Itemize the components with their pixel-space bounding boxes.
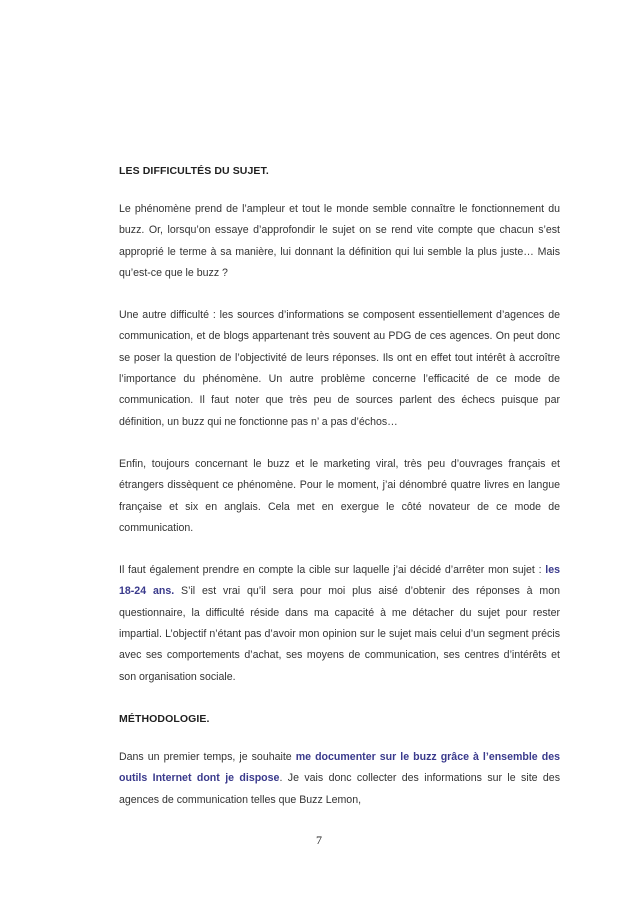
paragraph-1: Le phénomène prend de l’ampleur et tout le monde semble connaître le fonctionnement du buzz. Or, lorsqu’on essaye d’approfondir le sujet on se rend vite compte que chacun s’est approprié le terme à sa manière, lui donnant la définition qui lui semble la plus juste… Mais qu’est-ce que le buzz ? [119, 203, 560, 279]
paragraph-4-text-end: S’il est vrai qu’il sera pour moi plus aisé d’obtenir des réponses à mon questionnaire, la difficulté réside dans ma capacité à me détacher du sujet pour rester impartial. L’objectif n’étant pas d’avoir mon opinion sur le sujet mais celui d’un segment précis avec ses comportements d’achat, ses moyens de communication, ses centres d’intérêts et son organisation sociale. [119, 585, 560, 683]
paragraph-4 [119, 560, 560, 688]
page-number: 7 [316, 833, 322, 847]
document-body [119, 161, 560, 811]
paragraph-5-text-end: . Je vais donc collecter des informations sur le site des agences de communication telles que Buzz Lemon, [119, 772, 560, 806]
section-heading-difficultes: LES DIFFICULTÉS DU SUJET. [119, 165, 269, 177]
paragraph-5-text-start: Dans un premier temps, je souhaite [119, 750, 296, 763]
target-audience-highlight: les 18-24 ans. [119, 564, 560, 598]
paragraph-2: Une autre difficulté : les sources d’informations se composent essentiellement d’agences de communication, et de blogs appartenant très souvent au PDG de ces agences. On peut donc se poser la question de l’objectivité de leurs réponses. Ils ont en effet tout intérêt à accroître l’importance du phénomène. Un autre problème concerne l’efficacité de ce mode de communication. Il faut noter que très peu de sources parlent des échecs puisque par définition, un buzz qui ne fonctionne pas n’ a pas d’échos… [119, 309, 560, 428]
section-heading-methodologie: MÉTHODOLOGIE. [119, 712, 210, 725]
paragraph-3: Enfin, toujours concernant le buzz et le marketing viral, très peu d’ouvrages français et étrangers dissèquent ce phénomène. Pour le moment, j’ai dénombré quatre livres en langue française et six en anglais. Cela met en exergue le côté novateur de ce mode de communication. [119, 457, 560, 534]
methodology-highlight: me documenter sur le buzz grâce à l’ensemble des outils Internet dont je dispose [119, 750, 560, 785]
paragraph-5 [119, 747, 560, 811]
paragraph-4-text-start: Il faut également prendre en compte la cible sur laquelle j’ai décidé d’arrêter mon sujet : [119, 564, 546, 577]
